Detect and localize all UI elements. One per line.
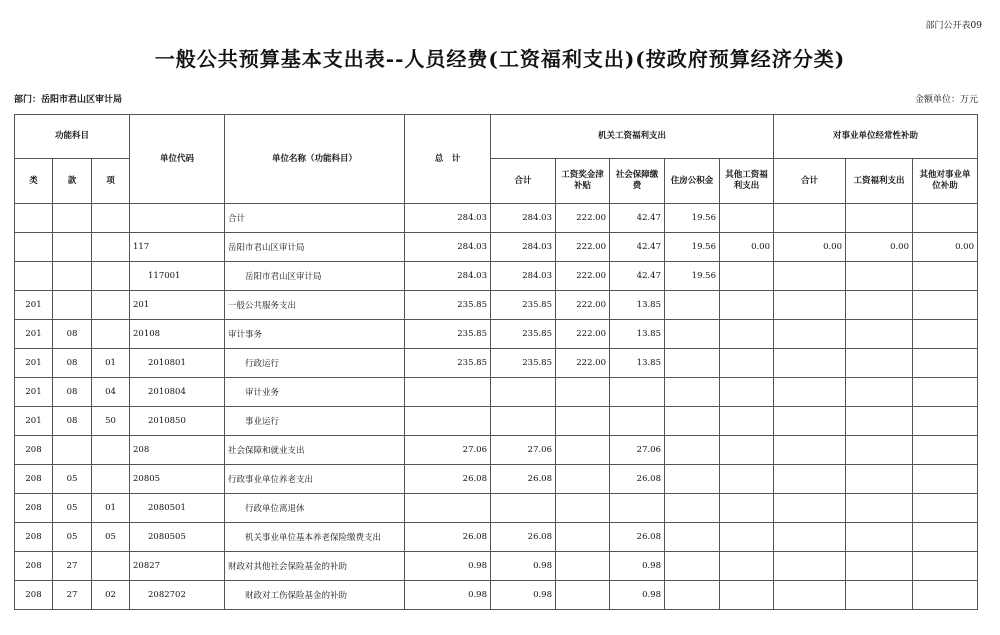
kuan-header: 款 (53, 159, 92, 204)
total-cell: 284.03 (405, 204, 491, 233)
org-salary-cell: 222.00 (556, 320, 610, 349)
org-other-header: 其他工资福利支出 (720, 159, 774, 204)
pub-sum-cell (774, 436, 846, 465)
org-housing-cell: 19.56 (665, 262, 720, 291)
pub-other-cell (913, 291, 978, 320)
org-salary-cell (556, 494, 610, 523)
org-social-cell (610, 494, 665, 523)
org-other-cell (720, 552, 774, 581)
xiang-cell: 02 (92, 581, 130, 610)
org-sum-header: 合计 (491, 159, 556, 204)
name-cell: 财政对工伤保险基金的补助 (225, 581, 405, 610)
total-cell: 27.06 (405, 436, 491, 465)
org-sum-cell: 284.03 (491, 262, 556, 291)
pub-wage-cell (846, 552, 913, 581)
lei-cell: 201 (15, 291, 53, 320)
table-number-label: 部门公开表09 (925, 21, 982, 31)
org-salary-cell (556, 581, 610, 610)
xiang-cell (92, 291, 130, 320)
org-other-cell: 0.00 (720, 233, 774, 262)
org-social-cell: 13.85 (610, 349, 665, 378)
pub-sum-cell (774, 291, 846, 320)
pub-sum-cell (774, 349, 846, 378)
org-other-cell (720, 349, 774, 378)
org-other-cell (720, 262, 774, 291)
pub-wage-cell (846, 494, 913, 523)
table-row (15, 204, 978, 233)
pub-other-cell (913, 523, 978, 552)
org-social-cell: 13.85 (610, 320, 665, 349)
name-cell: 审计事务 (225, 320, 405, 349)
func-subject-header: 功能科目 (15, 115, 130, 159)
code-cell: 2082702 (130, 581, 225, 610)
org-other-cell (720, 320, 774, 349)
pub-sum-cell (774, 204, 846, 233)
pub-wage-cell (846, 523, 913, 552)
org-housing-cell (665, 436, 720, 465)
xiang-cell: 01 (92, 349, 130, 378)
org-housing-cell: 19.56 (665, 204, 720, 233)
org-salary-cell (556, 378, 610, 407)
pub-wage-cell (846, 436, 913, 465)
pub-wage-cell (846, 262, 913, 291)
org-salary-cell: 222.00 (556, 349, 610, 378)
org-salary-cell (556, 407, 610, 436)
org-salary-cell: 222.00 (556, 262, 610, 291)
xiang-cell (92, 320, 130, 349)
kuan-cell (53, 204, 92, 233)
org-salary-cell (556, 465, 610, 494)
total-cell: 235.85 (405, 349, 491, 378)
lei-cell: 208 (15, 465, 53, 494)
lei-cell: 201 (15, 320, 53, 349)
pub-other-cell (913, 581, 978, 610)
unit-name-header: 单位名称（功能科目） (225, 115, 405, 204)
org-other-cell (720, 581, 774, 610)
lei-cell: 201 (15, 378, 53, 407)
pub-sum-cell (774, 581, 846, 610)
org-housing-cell (665, 552, 720, 581)
code-cell: 2080501 (130, 494, 225, 523)
pub-other-cell (913, 378, 978, 407)
org-social-cell (610, 407, 665, 436)
pub-sum-cell: 0.00 (774, 233, 846, 262)
code-cell: 2010804 (130, 378, 225, 407)
org-housing-cell (665, 349, 720, 378)
pub-sum-cell (774, 320, 846, 349)
org-sum-cell: 235.85 (491, 320, 556, 349)
name-cell: 合计 (225, 204, 405, 233)
org-sum-cell: 235.85 (491, 291, 556, 320)
org-housing-cell (665, 320, 720, 349)
pub-wage-cell: 0.00 (846, 233, 913, 262)
department-label: 部门：岳阳市君山区审计局 (14, 95, 123, 105)
total-cell: 235.85 (405, 320, 491, 349)
lei-header: 类 (15, 159, 53, 204)
name-cell: 行政事业单位养老支出 (225, 465, 405, 494)
pub-wage-cell (846, 581, 913, 610)
kuan-cell: 05 (53, 465, 92, 494)
pub-sum-cell (774, 407, 846, 436)
name-cell: 事业运行 (225, 407, 405, 436)
pub-sum-cell (774, 378, 846, 407)
kuan-cell (53, 291, 92, 320)
code-cell: 201 (130, 291, 225, 320)
org-housing-cell: 19.56 (665, 233, 720, 262)
pub-wage-cell (846, 407, 913, 436)
xiang-cell: 04 (92, 378, 130, 407)
pub-wage-cell (846, 320, 913, 349)
pub-other-cell (913, 552, 978, 581)
org-social-cell: 0.98 (610, 552, 665, 581)
org-salary-cell (556, 552, 610, 581)
table-row (15, 465, 978, 494)
lei-cell: 201 (15, 349, 53, 378)
org-housing-cell (665, 378, 720, 407)
kuan-cell: 08 (53, 378, 92, 407)
org-social-cell: 13.85 (610, 291, 665, 320)
lei-cell (15, 233, 53, 262)
pub-sum-cell (774, 262, 846, 291)
unit-code-header: 单位代码 (130, 115, 225, 204)
org-housing-cell (665, 494, 720, 523)
kuan-cell (53, 233, 92, 262)
pub-other-cell (913, 436, 978, 465)
org-salary-cell (556, 523, 610, 552)
org-other-cell (720, 436, 774, 465)
name-cell: 岳阳市君山区审计局 (225, 233, 405, 262)
org-other-cell (720, 494, 774, 523)
pub-other-header: 其他对事业单位补助 (913, 159, 978, 204)
name-cell: 行政运行 (225, 349, 405, 378)
name-cell: 机关事业单位基本养老保险缴费支出 (225, 523, 405, 552)
org-other-cell (720, 465, 774, 494)
code-cell: 20827 (130, 552, 225, 581)
total-cell (405, 407, 491, 436)
total-cell: 284.03 (405, 233, 491, 262)
xiang-header: 项 (92, 159, 130, 204)
lei-cell: 208 (15, 552, 53, 581)
code-cell: 20805 (130, 465, 225, 494)
org-housing-cell (665, 291, 720, 320)
kuan-cell: 08 (53, 349, 92, 378)
org-housing-cell (665, 407, 720, 436)
pub-other-cell (913, 407, 978, 436)
org-social-cell: 26.08 (610, 523, 665, 552)
org-other-cell (720, 204, 774, 233)
pub-sum-cell (774, 494, 846, 523)
table-row (15, 436, 978, 465)
amount-unit-label: 金额单位：万元 (914, 95, 978, 105)
pub-other-cell (913, 262, 978, 291)
pub-sum-header: 合计 (774, 159, 846, 204)
code-cell: 2010850 (130, 407, 225, 436)
org-housing-cell (665, 581, 720, 610)
code-cell: 117001 (130, 262, 225, 291)
org-social-cell: 42.47 (610, 204, 665, 233)
xiang-cell (92, 552, 130, 581)
org-social-cell: 27.06 (610, 436, 665, 465)
name-cell: 审计业务 (225, 378, 405, 407)
lei-cell: 208 (15, 523, 53, 552)
lei-cell: 208 (15, 436, 53, 465)
table-row (15, 262, 978, 291)
pub-sum-cell (774, 523, 846, 552)
xiang-cell (92, 262, 130, 291)
pub-other-cell: 0.00 (913, 233, 978, 262)
lei-cell: 201 (15, 407, 53, 436)
kuan-cell (53, 262, 92, 291)
org-social-cell (610, 378, 665, 407)
org-other-cell (720, 291, 774, 320)
pub-other-cell (913, 204, 978, 233)
org-salary-cell: 222.00 (556, 291, 610, 320)
xiang-cell: 01 (92, 494, 130, 523)
org-sum-cell (491, 378, 556, 407)
org-housing-cell (665, 465, 720, 494)
org-social-cell: 42.47 (610, 233, 665, 262)
pub-wage-cell (846, 204, 913, 233)
org-sum-cell: 284.03 (491, 233, 556, 262)
pub-other-cell (913, 349, 978, 378)
org-housing-cell (665, 523, 720, 552)
code-cell: 2080505 (130, 523, 225, 552)
pub-other-cell (913, 494, 978, 523)
org-social-cell: 0.98 (610, 581, 665, 610)
xiang-cell (92, 465, 130, 494)
org-other-cell (720, 407, 774, 436)
org-sum-cell: 27.06 (491, 436, 556, 465)
org-salary-cell: 222.00 (556, 204, 610, 233)
total-cell: 26.08 (405, 523, 491, 552)
pub-other-cell (913, 320, 978, 349)
table-row (15, 378, 978, 407)
pub-wage-header: 工资福利支出 (846, 159, 913, 204)
org-sum-cell: 0.98 (491, 581, 556, 610)
kuan-cell: 27 (53, 552, 92, 581)
pub-sum-cell (774, 465, 846, 494)
pub-sum-cell (774, 552, 846, 581)
table-row (15, 523, 978, 552)
pub-wage-cell (846, 465, 913, 494)
table-row (15, 233, 978, 262)
xiang-cell: 05 (92, 523, 130, 552)
code-cell: 117 (130, 233, 225, 262)
org-salary-cell: 222.00 (556, 233, 610, 262)
xiang-cell (92, 436, 130, 465)
pub-other-cell (913, 465, 978, 494)
kuan-cell: 05 (53, 494, 92, 523)
org-other-cell (720, 523, 774, 552)
org-social-cell: 26.08 (610, 465, 665, 494)
table-row (15, 581, 978, 610)
org-salary-header: 工资奖金津补贴 (556, 159, 610, 204)
total-cell: 0.98 (405, 581, 491, 610)
kuan-cell (53, 436, 92, 465)
budget-table (14, 114, 978, 610)
total-header: 总 计 (405, 115, 491, 204)
org-salary-cell (556, 436, 610, 465)
name-cell: 财政对其他社会保险基金的补助 (225, 552, 405, 581)
org-sum-cell: 0.98 (491, 552, 556, 581)
xiang-cell (92, 204, 130, 233)
page-title: 一般公共预算基本支出表--人员经费(工资福利支出)(按政府预算经济分类) (154, 47, 846, 71)
org-social-cell: 42.47 (610, 262, 665, 291)
pub-wage-cell (846, 378, 913, 407)
lei-cell: 208 (15, 581, 53, 610)
public-subsidy-group-header: 对事业单位经常性补助 (774, 115, 978, 159)
kuan-cell: 27 (53, 581, 92, 610)
org-sum-cell (491, 407, 556, 436)
lei-cell (15, 262, 53, 291)
total-cell: 235.85 (405, 291, 491, 320)
name-cell: 行政单位离退休 (225, 494, 405, 523)
org-wage-group-header: 机关工资福利支出 (491, 115, 774, 159)
org-other-cell (720, 378, 774, 407)
org-social-header: 社会保障缴费 (610, 159, 665, 204)
kuan-cell: 08 (53, 407, 92, 436)
code-cell: 208 (130, 436, 225, 465)
pub-wage-cell (846, 349, 913, 378)
org-sum-cell: 235.85 (491, 349, 556, 378)
name-cell: 一般公共服务支出 (225, 291, 405, 320)
table-row (15, 407, 978, 436)
total-cell: 0.98 (405, 552, 491, 581)
org-sum-cell: 26.08 (491, 465, 556, 494)
xiang-cell (92, 233, 130, 262)
lei-cell: 208 (15, 494, 53, 523)
name-cell: 岳阳市君山区审计局 (225, 262, 405, 291)
name-cell: 社会保障和就业支出 (225, 436, 405, 465)
table-row (15, 552, 978, 581)
table-row (15, 320, 978, 349)
total-cell: 26.08 (405, 465, 491, 494)
lei-cell (15, 204, 53, 233)
org-sum-cell (491, 494, 556, 523)
org-sum-cell: 26.08 (491, 523, 556, 552)
total-cell: 284.03 (405, 262, 491, 291)
table-row (15, 349, 978, 378)
org-housing-header: 住房公积金 (665, 159, 720, 204)
kuan-cell: 08 (53, 320, 92, 349)
pub-wage-cell (846, 291, 913, 320)
kuan-cell: 05 (53, 523, 92, 552)
code-cell (130, 204, 225, 233)
code-cell: 20108 (130, 320, 225, 349)
org-sum-cell: 284.03 (491, 204, 556, 233)
code-cell: 2010801 (130, 349, 225, 378)
table-row (15, 291, 978, 320)
xiang-cell: 50 (92, 407, 130, 436)
total-cell (405, 378, 491, 407)
table-row (15, 494, 978, 523)
total-cell (405, 494, 491, 523)
